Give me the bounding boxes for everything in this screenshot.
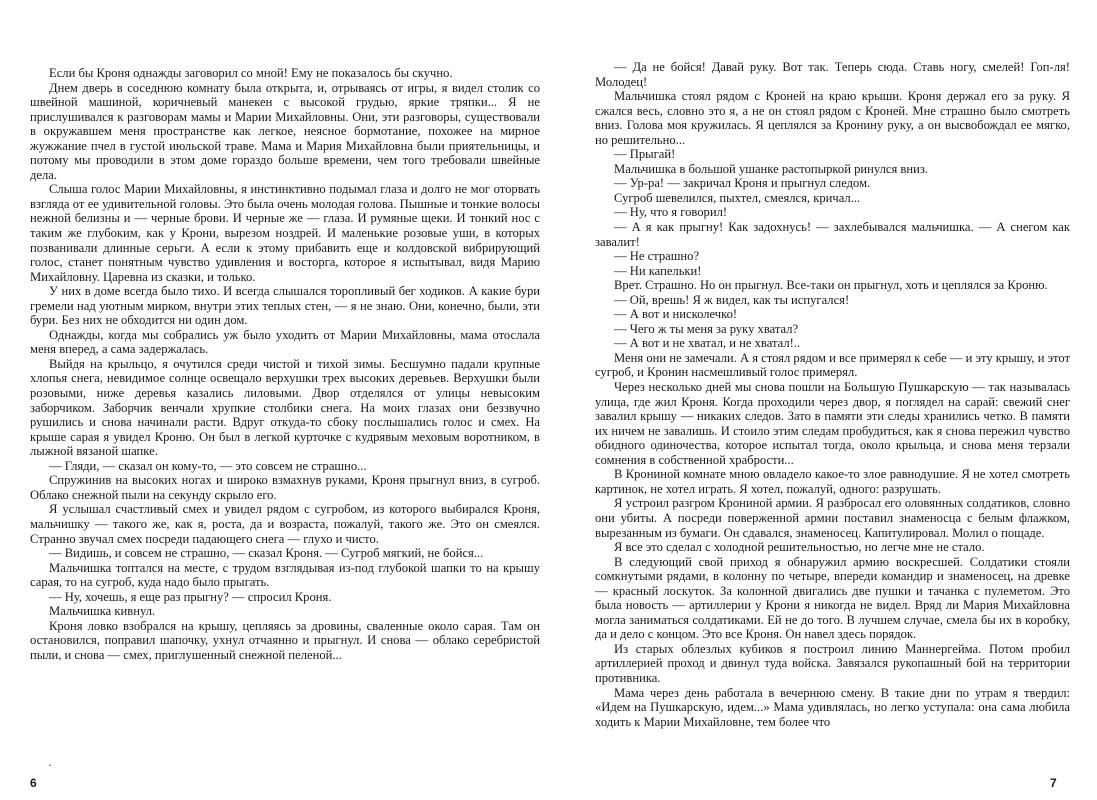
paragraph: Кроня ловко взобрался на крышу, цепляясь за дровины, сваленные около сарая. Там он остановился, поправил шапочку, ухнул отчаянно и прыгнул. И снова — облако серебристой пыли, и снова — смех, приглушенный снежной пеленой... (30, 618, 540, 662)
print-mark: · (48, 758, 52, 772)
paragraph: Сугроб шевелился, пыхтел, смеялся, кричал... (614, 190, 861, 205)
paragraph: — А вот и не хватал, и не хватал!.. (614, 336, 801, 351)
paragraph: Мальчишка кивнул. (49, 604, 156, 619)
paragraph: Меня они не замечали. А я стоял рядом и все примерял к себе — и эту крышу, и этот сугроб, и Кронин насмешливый голос примерял. (595, 350, 1070, 380)
paragraph: Я устроил разгром Крониной армии. Я разбросал его оловянных солдатиков, словно они убиты. А посреди поверженной армии поставил знаменосца с белым флажком, вырезанным из бумаги. Он сдавался, знаменосец. Капитулировал. Молил о пощаде. (595, 496, 1070, 540)
left-page-text (30, 66, 540, 662)
paragraph: — Гляди, — сказал он кому-то, — это совсем не страшно... (49, 458, 367, 473)
paragraph: — Ур-ра! — закричал Кроня и прыгнул следом. (614, 176, 871, 191)
paragraph: Через несколько дней мы снова пошли на Большую Пушкарскую — так называлась улица, где жил Кроня. Когда проходили через двор, я поглядел на сарай: свежий снег завалил крышу — никаких следов. Зато в памяти эти следы хранились четко. В памяти их ничем не завалишь. И стоило этим следам пробудиться, как я снова пережил чувство обидного одиночества, которое испытал тогда, около крыльца, и снова меня терзали сомнения в собственной храбрости... (595, 380, 1070, 467)
paragraph: — А вот и нисколечко! (614, 307, 738, 322)
paragraph: Слыша голос Марии Михайловны, я инстинктивно подымал глаза и долго не мог оторвать взгляда от ее удивительной головы. Это была очень молодая голова. Пышные и тонкие волосы нежной белизны и — черные брови. И черные же — глаза. И румяные щеки. И тонкий нос с таким же глубоким, как у Крони, вырезом ноздрей. И маленькие розовые уши, в которых позванивали длинные серьги. А если к этому прибавить еще и колдовской вибрирующий голос, станет понятным чувство удивления и восторга, которое я испытывал, видя Марию Михайловну. Царевна из сказки, и только. (30, 182, 540, 284)
paragraph: Днем дверь в соседнюю комнату была открыта, и, отрываясь от игры, я видел столик со швейной машиной, коричневый манекен с высокой грудью, яркие тряпки... Я не прислушивался к разговорам мамы и Марии Михайловны. Они, эти разговоры, существовали в окружавшем меня пространстве как легкое, неясное бормотание, похожее на мирное жужжание пчел в густой июльской траве. Мама и Мария Михайловна были приятельницы, и потому мы проводили в этом доме гораздо больше времени, чем того требовали швейные дела. (30, 80, 540, 182)
paragraph: Мальчишка стоял рядом с Кроней на краю крыши. Кроня держал его за руку. Я сжался весь, словно это я, а не он стоял рядом с Кроней. Мне страшно было смотреть вниз. Голова моя кружилась. Я цеплялся за Кронину руку, а он высвобождал ее мягко, но решительно... (595, 89, 1070, 147)
paragraph: — Видишь, и совсем не страшно, — сказал Кроня. — Сугроб мягкий, не бойся... (49, 546, 484, 561)
paragraph: — Ни капельки! (614, 263, 702, 278)
paragraph: Я все это сделал с холодной решительностью, но легче мне не стало. (614, 540, 985, 555)
paragraph: — Ну, что я говорил! (614, 205, 728, 220)
paragraph: Мама через день работала в вечернюю смену. В такие дни по утрам я твердил: «Идем на Пушкарскую, идем...» Мама удивлялась, но легко уступала: она сама любила ходить к Марии Михайловне, тем более что (595, 685, 1070, 729)
page-number-left: 6 (30, 776, 37, 790)
right-page-text (595, 60, 1070, 729)
paragraph: В Крониной комнате мною овладело какое-то злое равнодушие. Я не хотел смотреть картинок, не хотел играть. Я хотел, пожалуй, одного: разрушать. (595, 467, 1070, 496)
paragraph: Мальчишка в большой ушанке растопыркой ринулся вниз. (614, 161, 928, 176)
paragraph: У них в доме всегда было тихо. И всегда слышался торопливый бег ходиков. А какие бури гремели над уютным мирком, внутри этих теплых стен, — я не знаю. Они, конечно, были, эти бури. Без них не обходится ни один дом. (30, 284, 540, 328)
paragraph: — Ой, врешь! Я ж видел, как ты испугался! (614, 292, 850, 307)
paragraph: Я услышал счастливый смех и увидел рядом с сугробом, из которого выбирался Кроня, мальчишку — такого же, как я, роста, да и возраста, пожалуй, такого же. Это он смеялся. Странно звучал смех посреди падающего снега — глухо и чисто. (30, 502, 540, 546)
paragraph: — А я как прыгну! Как задохнусь! — захлебывался мальчишка. — А снегом как завалит! (595, 220, 1070, 249)
paragraph: — Да не бойся! Давай руку. Вот так. Теперь сюда. Ставь ногу, смелей! Гоп-ля! Молодец! (595, 60, 1070, 89)
paragraph: Мальчишка топтался на месте, с трудом взглядывая из-под глубокой шапки то на крышу сарая, то на сугроб, куда надо было прыгать. (30, 560, 540, 590)
paragraph: Врет. Страшно. Но он прыгнул. Все-таки он прыгнул, хоть и цеплялся за Кроню. (614, 278, 1048, 293)
paragraph: Если бы Кроня однажды заговорил со мной! Ему не показалось бы скучно. (49, 66, 453, 80)
paragraph: Спружинив на высоких ногах и широко взмахнув руками, Кроня прыгнул вниз, в сугроб. Облако снежной пыли на секунду скрыло его. (30, 473, 540, 502)
paragraph: В следующий свой приход я обнаружил армию воскресшей. Солдатики стояли сомкнутыми рядами, в колонну по четыре, впереди командир и знаменосец, на древке — красный лоскуток. За колонной двигались две пушки и тачанка с пулеметом. Это была новость — артиллерии у Крони я никогда не видел. Вряд ли Мария Михайловна могла заниматься солдатиками. Ей не до того. В лучшем случае, смела бы их в коробку, да и дело с концом. Это все Кроня. Он навел здесь порядок. (595, 554, 1070, 642)
paragraph: — Не страшно? (614, 249, 700, 264)
paragraph: — Ну, хочешь, я еще раз прыгну? — спросил Кроня. (49, 589, 332, 604)
paragraph: — Прыгай! (614, 147, 676, 162)
paragraph: Выйдя на крыльцо, я очутился среди чистой и тихой зимы. Бесшумно падали крупные хлопья снега, невидимое солнце освещало верхушки трех высоких деревьев. Верхушки были розовыми, ниже деревья казались лиловыми. Двор отделялся от улицы невысоким заборчиком. Заборчик венчали хрупкие столбики снега. На моих глазах они беззвучно рушились и снова начинали расти. Вдруг откуда-то сбоку послышались голос и смех. На крыше сарая я увидел Кроню. Он был в легкой курточке с кудрявым меховым воротником, в лыжной вязаной шапке. (30, 356, 540, 459)
page-number-right: 7 (1050, 776, 1057, 790)
paragraph: Однажды, когда мы собрались уж было уходить от Марии Михайловны, мама отослала меня вперед, а сама задержалась. (30, 327, 540, 357)
paragraph: Из старых облезлых кубиков я построил линию Маннергейма. Потом пробил артиллерией проход и двинул туда войска. Завязался рукопашный бой на территории противника. (595, 641, 1070, 685)
paragraph: — Чего ж ты меня за руку хватал? (614, 321, 799, 336)
